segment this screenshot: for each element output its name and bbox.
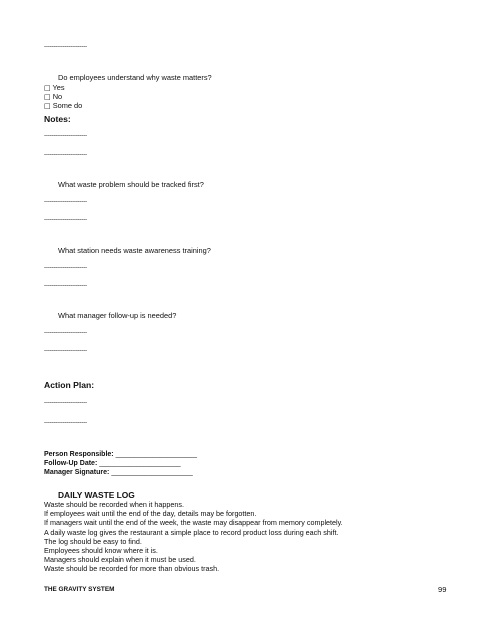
answer-line: ----------------------- (44, 198, 87, 205)
waste-log-line: Waste should be recorded when it happens. (44, 500, 184, 509)
option-label: No (52, 92, 63, 101)
follow-up-date-field[interactable] (44, 459, 180, 468)
person-responsible-label: Person Responsible: (44, 451, 114, 458)
answer-line: ----------------------- (44, 282, 87, 289)
footer-title: THE GRAVITY SYSTEM (44, 586, 115, 593)
option-some-do[interactable] (44, 101, 82, 111)
option-label: Yes (52, 83, 65, 92)
answer-line: ----------------------- (44, 132, 87, 139)
waste-log-line: The log should be easy to find. (44, 536, 142, 546)
checkbox-icon[interactable]: □ (44, 84, 51, 92)
answer-line: ----------------------- (44, 151, 87, 158)
follow-up-date-line[interactable]: ______________________ (99, 460, 181, 467)
follow-up-date-label: Follow-Up Date: (44, 460, 98, 467)
waste-log-line: Waste should be recorded for more than obvious trash. (44, 564, 220, 574)
page-number: 99 (438, 585, 447, 594)
question-waste-understanding: Do employees understand why waste matters? (58, 73, 212, 82)
manager-signature-field[interactable] (44, 468, 193, 477)
waste-log-heading: DAILY WASTE LOG (58, 490, 135, 500)
question-manager-follow-up: What manager follow-up is needed? (58, 311, 177, 320)
action-plan-heading: Action Plan: (44, 380, 95, 390)
waste-log-line: A daily waste log gives the restaurant a simple place to record product loss during each shift. (44, 527, 339, 537)
answer-line: ----------------------- (44, 419, 87, 426)
answer-line: ----------------------- (44, 216, 87, 223)
person-responsible-line[interactable]: ______________________ (115, 451, 197, 458)
answer-line: ----------------------- (44, 264, 87, 271)
answer-line: ----------------------- (44, 399, 87, 406)
answer-line: ----------------------- (44, 329, 87, 336)
checkbox-icon[interactable]: □ (44, 102, 51, 110)
person-responsible-field[interactable] (44, 450, 197, 459)
question-station-training: What station needs waste awareness training? (58, 246, 211, 255)
waste-log-line: If employees wait until the end of the day, details may be forgotten. (44, 509, 257, 519)
checkbox-icon[interactable]: □ (44, 93, 51, 101)
waste-log-line: Managers should explain when it must be used. (44, 555, 196, 565)
waste-log-body (44, 500, 343, 574)
waste-log-line: If managers wait until the end of the week, the waste may disappear from memory completely. (44, 518, 343, 528)
answer-line: ----------------------- (44, 347, 87, 354)
option-label: Some do (52, 101, 83, 110)
question-tracked-first: What waste problem should be tracked first? (58, 180, 204, 189)
manager-signature-label: Manager Signature: (44, 469, 110, 476)
answer-line: ----------------------- (44, 43, 87, 50)
manager-signature-line[interactable]: ______________________ (111, 469, 193, 476)
notes-heading: Notes: (44, 114, 71, 124)
waste-log-line: Employees should know where it is. (44, 546, 158, 556)
